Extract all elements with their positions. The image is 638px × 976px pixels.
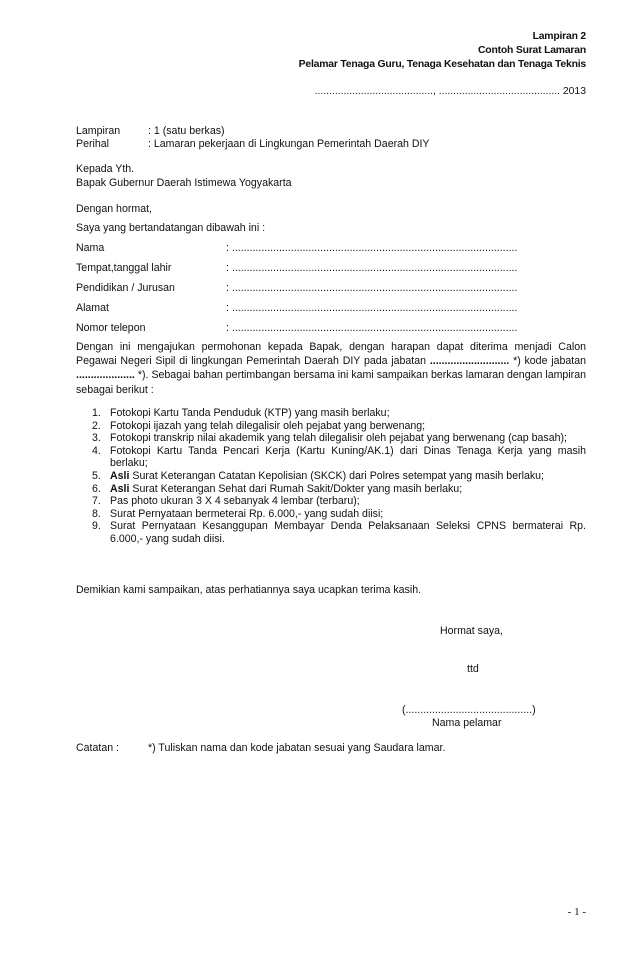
body-part1: Dengan ini mengajukan permohonan kepada Bapak, dengan harapan dapat diterima menjadi Calon Pegawai Negeri Sipil di lingkungan Pemerintah Daerah DIY pada jabatan xyxy=(76,341,586,368)
field-label-telepon: Nomor telepon xyxy=(76,322,146,334)
list-item-number: 2. xyxy=(92,419,101,432)
field-value-ttl: : ................................................................................................. xyxy=(226,262,518,274)
list-item-number: 8. xyxy=(92,507,101,520)
list-item xyxy=(76,432,586,445)
list-item-number: 1. xyxy=(92,407,101,419)
list-item xyxy=(76,508,586,521)
header-lampiran: Lampiran 2 xyxy=(532,31,586,42)
signature-name-dots: (...........................................) xyxy=(402,704,536,716)
list-item-text: Fotokopi Kartu Tanda Pencari Kerja (Kartu Kuning/AK.1) dari Dinas Tenaga Kerja yang masih berlaku; xyxy=(110,444,586,470)
lampiran-label: Lampiran xyxy=(76,125,121,137)
list-item-text: Pas photo ukuran 3 X 4 sebanyak 4 lembar (terbaru); xyxy=(110,495,360,508)
job-title-dots: ........................... xyxy=(429,355,510,368)
body-paragraph xyxy=(76,340,586,397)
job-code-dots: .................... xyxy=(76,369,135,382)
date-line: ........................................., .......................................... 2013 xyxy=(314,86,586,97)
lampiran-value: : 1 (satu berkas) xyxy=(148,125,225,137)
field-label-pendidikan: Pendidikan / Jurusan xyxy=(76,282,175,294)
list-item xyxy=(76,445,586,470)
page-number: - 1 - xyxy=(567,906,586,918)
perihal-label: Perihal xyxy=(76,138,109,150)
field-label-alamat: Alamat xyxy=(76,302,109,314)
field-label-ttl: Tempat,tanggal lahir xyxy=(76,262,172,274)
field-value-pendidikan: : ................................................................................................. xyxy=(226,282,518,294)
list-item-number: 3. xyxy=(92,432,101,445)
list-item xyxy=(76,470,586,483)
perihal-value: : Lamaran pekerjaan di Lingkungan Pemerintah Daerah DIY xyxy=(148,138,430,150)
signature-name-label: Nama pelamar xyxy=(432,717,502,729)
list-item xyxy=(76,420,586,433)
list-item-bold: Asli xyxy=(110,482,130,495)
list-item-number: 7. xyxy=(92,495,101,508)
list-item-text: Fotokopi Kartu Tanda Penduduk (KTP) yang masih berlaku; xyxy=(110,407,390,419)
field-value-alamat: : ................................................................................................. xyxy=(226,302,518,314)
signature-regards: Hormat saya, xyxy=(440,625,503,637)
list-item-bold: Asli xyxy=(110,469,130,482)
body-part2: *) kode jabatan xyxy=(509,355,587,368)
intro-text: Saya yang bertandatangan dibawah ini : xyxy=(76,222,266,234)
list-item-number: 4. xyxy=(92,444,101,457)
field-label-nama: Nama xyxy=(76,242,105,254)
list-item xyxy=(76,483,586,496)
closing-text: Demikian kami sampaikan, atas perhatiannya saya ucapkan terima kasih. xyxy=(76,584,422,596)
note-text: *) Tuliskan nama dan kode jabatan sesuai yang Saudara lamar. xyxy=(148,742,446,754)
list-item-text: Surat Keterangan Catatan Kepolisian (SKCK) dari Polres setempat yang masih berlaku; xyxy=(129,469,544,482)
body-part3: *). Sebagai bahan pertimbangan bersama ini kami sampaikan berkas lamaran dengan lampiran sebagai berikut : xyxy=(76,369,586,396)
list-item xyxy=(76,407,586,420)
recipient-line1: Kepada Yth. xyxy=(76,163,135,175)
list-item-number: 6. xyxy=(92,482,101,495)
attachment-list xyxy=(76,407,586,546)
list-item-number: 9. xyxy=(92,520,101,533)
list-item-text: Surat Keterangan Sehat dari Rumah Sakit/Dokter yang masih berlaku; xyxy=(129,482,463,495)
note-label: Catatan : xyxy=(76,742,119,754)
signature-ttd: ttd xyxy=(467,663,479,675)
header-subtitle: Pelamar Tenaga Guru, Tenaga Kesehatan dan Tenaga Teknis xyxy=(298,59,586,70)
field-value-nama: : ................................................................................................. xyxy=(226,242,518,254)
header-title: Contoh Surat Lamaran xyxy=(478,45,586,56)
list-item-text: Surat Pernyataan Kesanggupan Membayar Denda Pelaksanaan Seleksi CPNS bermaterai Rp. 6.000,- yang sudah diisi. xyxy=(110,520,586,545)
list-item xyxy=(76,520,586,545)
field-value-telepon: : ................................................................................................. xyxy=(226,322,518,334)
list-item-text: Fotokopi transkrip nilai akademik yang telah dilegalisir oleh pejabat yang berwenang (cap basah); xyxy=(110,432,567,445)
greeting: Dengan hormat, xyxy=(76,203,152,215)
list-item-number: 5. xyxy=(92,469,101,482)
list-item xyxy=(76,495,586,508)
list-item-text: Fotokopi ijazah yang telah dilegalisir oleh pejabat yang berwenang; xyxy=(110,419,426,432)
list-item-text: Surat Pernyataan bermeterai Rp. 6.000,- yang sudah diisi; xyxy=(110,507,384,520)
recipient-line2: Bapak Gubernur Daerah Istimewa Yogyakarta xyxy=(76,177,292,189)
